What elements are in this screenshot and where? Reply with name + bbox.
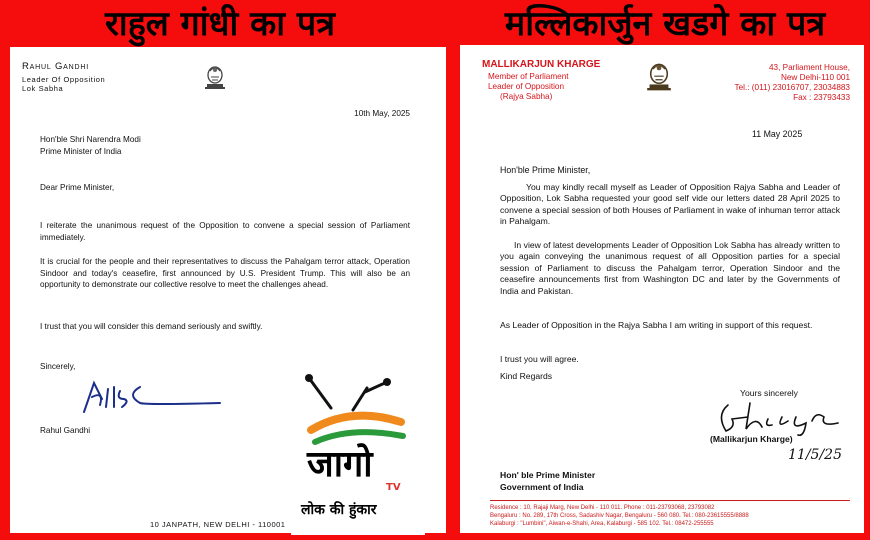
national-emblem-icon xyxy=(646,57,672,93)
recipient-name: Hon'ble Shri Narendra Modi xyxy=(40,135,141,144)
rahul-gandhi-letter xyxy=(10,47,446,533)
sender-role: Leader Of Opposition xyxy=(22,75,106,84)
recipient-organisation: Government of India xyxy=(500,482,584,492)
footer-divider xyxy=(490,500,850,501)
paragraph-2: It is crucial for the people and their representatives to discuss the Pahalgam terror attack, Operation Sindoor and today's ceasefire, first announced by U.S. President Trump. This will also be an opportunity to demonstrate our collective resolve to meet the challenges ahead. xyxy=(40,257,410,290)
national-emblem-icon xyxy=(204,61,226,91)
closing-regards: Kind Regards xyxy=(500,371,553,381)
paragraph-1: You may kindly recall myself as Leader of Opposition Rajya Sabha and Leader of Opposition, Lok Sabha requested your good self vide our letters dated 28 April 2025 to convene a special session of both Houses of Parliament in wake of inhuman terror attack in Pahalgam. xyxy=(500,182,840,227)
sender-line-1: Member of Parliament xyxy=(488,72,569,81)
right-letter-heading: मल्लिकार्जुन खडगे का पत्र xyxy=(504,4,826,44)
recipient-title: Hon' ble Prime Minister xyxy=(500,470,596,480)
paragraph-3: I trust that you will consider this demand seriously and swiftly. xyxy=(40,322,263,331)
fax: Fax : 23793433 xyxy=(793,93,850,102)
sender-line-3: (Rajya Sabha) xyxy=(500,92,553,101)
salutation: Hon'ble Prime Minister, xyxy=(500,165,591,175)
logo-tagline: लोक की हुंकार xyxy=(301,502,377,518)
jago-tv-logo xyxy=(291,370,425,535)
closing-sincerely: Yours sincerely xyxy=(740,388,798,398)
footer-kalaburgi: Kalaburgi : "Lumbini", Aiwan-e-Shahi, Area, Kalaburgi - 585 102. Tel.: 08472-255555 xyxy=(490,521,714,527)
sender-line-2: Leader of Opposition xyxy=(488,82,565,91)
paragraph-2: In view of latest developments Leader of Opposition Lok Sabha has already written to you again conveying the unanimous request of all Opposition parties for a special session of Parliament to discuss the Pahalgam terror, Operation Sindoor and the ceasefire announcements first from Washington DC and later by the Governments of India and Pakistan. xyxy=(500,240,840,296)
signature-date: 11/5/25 xyxy=(788,447,842,463)
closing: Sincerely, xyxy=(40,362,76,371)
address-line-1: 43, Parliament House, xyxy=(768,63,850,72)
logo-word: जागो xyxy=(307,444,373,485)
left-letter-heading: राहुल गांधी का पत्र xyxy=(105,4,335,44)
handwritten-signature xyxy=(712,397,852,437)
recipient-title: Prime Minister of India xyxy=(40,147,122,156)
letter-date: 11 May 2025 xyxy=(752,129,803,139)
paragraph-4: I trust you will agree. xyxy=(500,354,579,364)
letter-date: 10th May, 2025 xyxy=(354,109,410,118)
sender-house: Lok Sabha xyxy=(22,84,64,93)
kharge-letter xyxy=(460,45,864,533)
footer-bengaluru: Bengaluru : No. 289, 17th Cross, Sadashiv Nagar, Bengaluru - 560 080. Tel.: 080-23615555/8888 xyxy=(490,513,749,519)
salutation: Dear Prime Minister, xyxy=(40,183,115,192)
telephone: Tel.: (011) 23016707, 23034883 xyxy=(734,83,850,92)
paragraph-3: As Leader of Opposition in the Rajya Sabha I am writing in support of this request. xyxy=(500,320,813,330)
address-line-2: New Delhi-110 001 xyxy=(780,73,850,82)
signature-name: (Mallikarjun Kharge) xyxy=(710,434,793,444)
sender-name: Rahul Gandhi xyxy=(22,61,89,72)
signature-name: Rahul Gandhi xyxy=(40,426,91,435)
handwritten-signature xyxy=(80,377,230,417)
paragraph-1: I reiterate the unanimous request of the Opposition to convene a special session of Parliament immediately. xyxy=(40,221,410,242)
footer-address: 10 JANPATH, NEW DELHI - 110001 xyxy=(150,520,286,529)
sender-name: MALLIKARJUN KHARGE xyxy=(482,59,601,70)
footer-residence: Residence : 10, Rajaji Marg, New Delhi - 110 011. Phone : 011-23793068, 23793082 xyxy=(490,505,715,511)
logo-tv: TV xyxy=(386,482,401,493)
